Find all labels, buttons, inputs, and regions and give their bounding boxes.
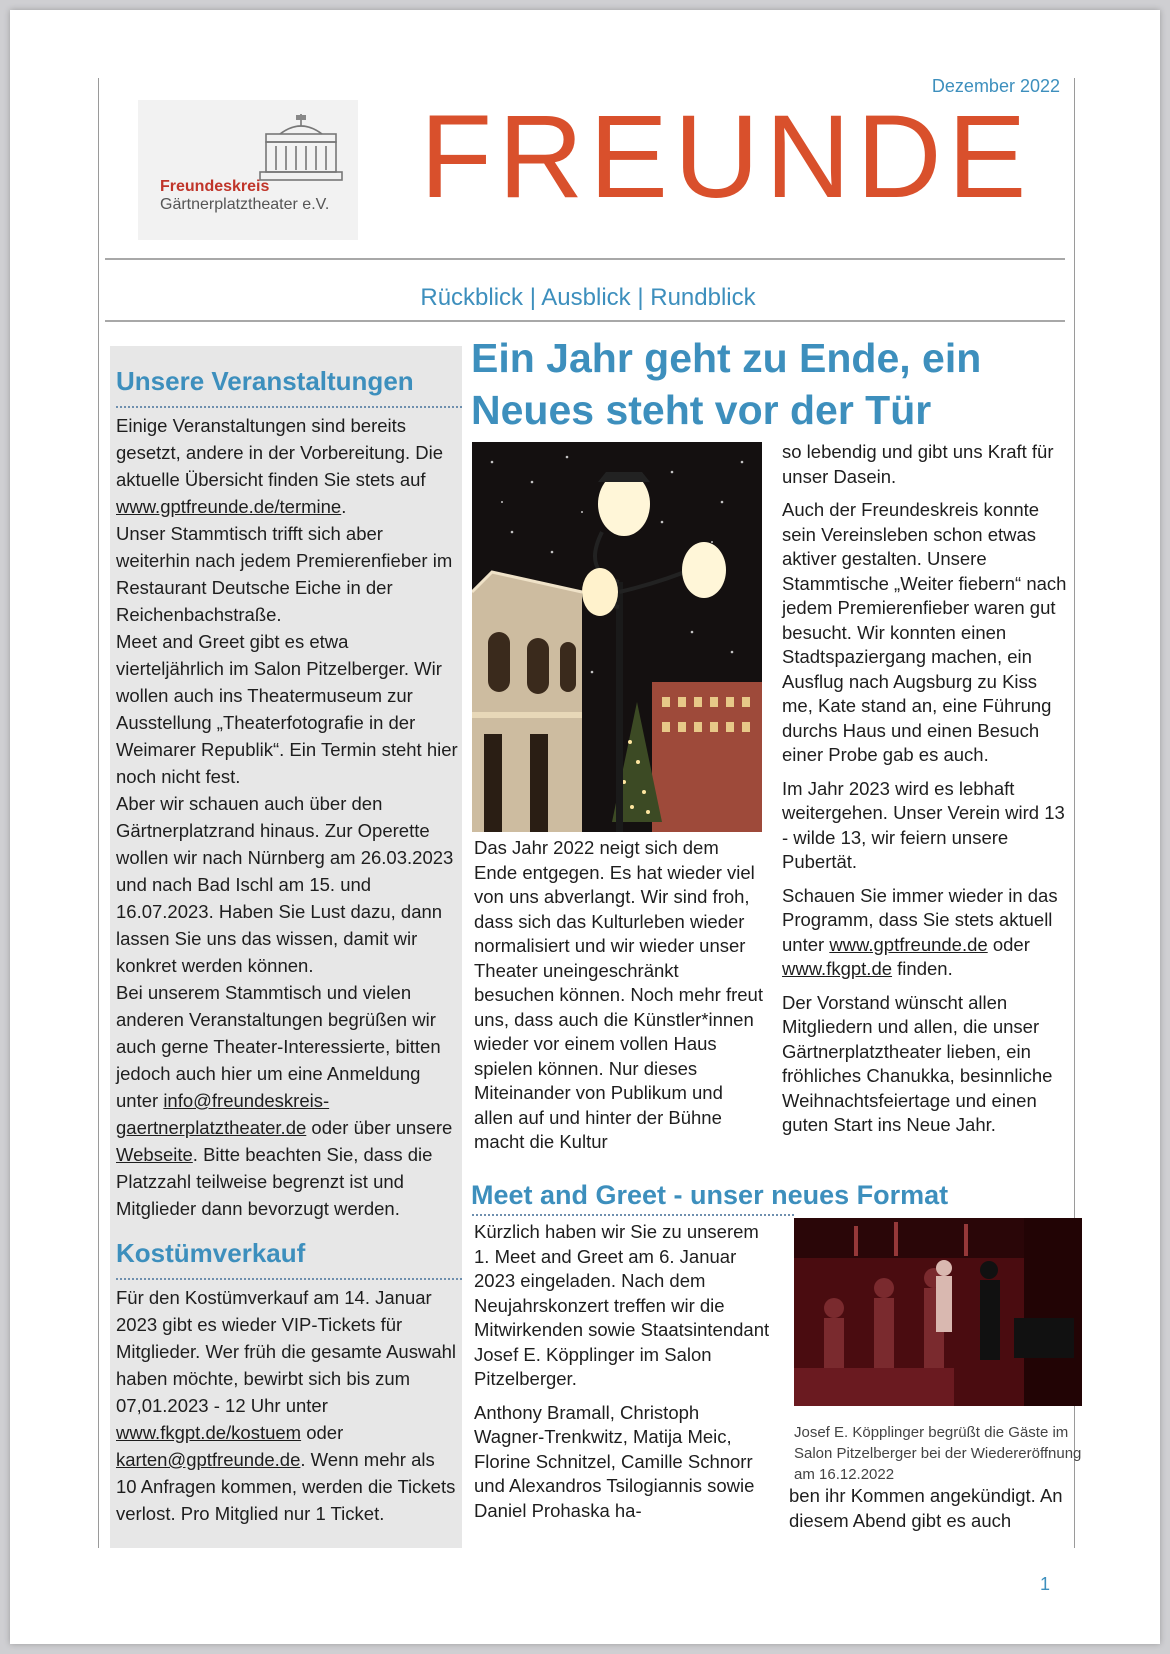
article-text-right xyxy=(782,440,1072,1147)
karten-email-link[interactable]: karten@gptfreunde.de xyxy=(116,1449,301,1470)
photo-caption: Josef E. Köpplinger begrüßt die Gäste im Salon Pitzelberger bei der Wiedereröffnung am 16.12.2022 xyxy=(794,1424,1082,1483)
newsletter-page xyxy=(10,10,1160,1644)
article-paragraph: Der Vorstand wünscht allen Mitgliedern und allen, die unser Gärtnerplatztheater lieben, ein fröhliches Chanukka, besinnliche Weihnachtsfeiertage und einen guten Start ins Neue Jahr. xyxy=(782,991,1053,1135)
section-title-costume-sale: Kostümverkauf xyxy=(116,1238,306,1268)
section-divider xyxy=(116,406,462,408)
events-paragraph-1: Einige Veranstaltungen sind bereits gesetzt, andere in der Vorbereitung. Die aktuelle Übersicht finden Sie stets auf www.gptfreunde.de/termine. xyxy=(116,415,444,517)
masthead-title: FREUNDE xyxy=(420,91,1033,223)
tagline: Rückblick | Ausblick | Rundblick xyxy=(420,284,756,311)
tagline-top-rule xyxy=(105,258,1065,260)
page-number: 1 xyxy=(1040,1574,1051,1594)
article2-text-left xyxy=(474,1220,774,1532)
article2-paragraph: Kürzlich haben wir Sie zu unserem 1. Meet and Greet am 6. Januar 2023 eingeladen. Nach dem Neujahrskonzert treffen wir die Mitwirkenden sowie Staatsintendant Josef E. Köpplinger im Salon Pitzelberger. xyxy=(474,1221,770,1389)
events-paragraph-2: Unser Stammtisch trifft sich aber weiterhin nach jedem Premierenfieber im Restaurant Deutsche Eiche in der Reichenbachstraße. xyxy=(116,523,453,625)
article2-text-right: ben ihr Kommen angekündigt. An diesem Abend gibt es auch xyxy=(789,1485,1063,1531)
article2-headline: Meet and Greet - unser neues Format xyxy=(471,1180,949,1210)
article2-divider xyxy=(472,1214,794,1216)
theater-building-icon xyxy=(258,112,344,188)
termine-link[interactable]: www.gptfreunde.de/termine xyxy=(116,496,342,517)
article-headline: Ein Jahr geht zu Ende, ein Neues steht vor der Tür xyxy=(471,335,982,433)
tagline-bottom-rule xyxy=(105,320,1065,322)
events-paragraph-4: Aber wir schauen auch über den Gärtnerplatzrand hinaus. Zur Operette wollen wir nach Nürnberg am 26.03.2023 und nach Bad Ischl am 15. und 16.07.2023. Haben Sie Lust dazu, dann lassen Sie uns das wissen, damit wir konkret werden können. xyxy=(116,793,454,976)
salon-event-photo xyxy=(794,1218,1082,1406)
article-text-left: Das Jahr 2022 neigt sich dem Ende entgegen. Es hat wieder viel von uns abverlangt. Wir sind froh, dass sich das Kulturleben wieder normalisiert und wir wieder unser Theater uneingeschränkt besuchen können. Noch mehr freut uns, dass auch die Künstler*innen wieder vor einem vollen Haus spielen können. Nur dieses Miteinander von Publikum und allen auf und hinter der Bühne macht die Kultur xyxy=(474,837,763,1152)
article-paragraph: so lebendig und gibt uns Kraft für unser Dasein. xyxy=(782,441,1054,487)
issue-date: Dezember 2022 xyxy=(931,76,1060,96)
events-paragraph-3: Meet and Greet gibt es etwa vierteljährlich im Salon Pitzelberger. Wir wollen auch ins Theatermuseum zur Ausstellung „Theaterfotografie in der Weimarer Republik“. Ein Termin steht hier noch nicht fest. xyxy=(116,631,458,787)
events-paragraph-5: Bei unserem Stammtisch und vielen anderen Veranstaltungen begrüßen wir auch gerne Theater-Interessierte, bitten jedoch auch hier um eine Anmeldung unter info@freundeskreis-gaertnerplatztheater.de oder über unsere Webseite. Bitte beachten Sie, dass die Platzzahl teilweise begrenzt ist und Mitglieder dann bevorzugt werden. xyxy=(116,982,453,1219)
article-paragraph: Auch der Freundeskreis konnte sein Vereinsleben schon etwas aktiver gestalten. Unsere Stammtische „Weiter fiebern“ nach jedem Premierenfieber waren gut besucht. Wir konnten einen Stadtspaziergang machen, ein Ausflug nach Augsburg zu Kiss me, Kate stand an, eine Führung durchs Haus und einen Besuch einer Probe gab es auch. xyxy=(782,499,1067,765)
section-title-events: Unsere Veranstaltungen xyxy=(116,366,414,396)
left-rule xyxy=(98,78,99,1548)
events-text xyxy=(116,412,460,1222)
sidebar xyxy=(110,346,462,1548)
article2-paragraph: Anthony Bramall, Christoph Wagner-Trenkwitz, Matija Meic, Florine Schnitzel, Camille Schnorr und Alexandros Tsilogiannis sowie Daniel Prohaska ha- xyxy=(474,1401,755,1521)
website-link[interactable]: Webseite xyxy=(116,1144,193,1165)
club-logo xyxy=(138,100,358,240)
logo-text-line2: Gärtnerplatztheater e.V. xyxy=(160,196,330,213)
fkgpt-link[interactable]: www.fkgpt.de xyxy=(782,958,893,979)
gptfreunde-link[interactable]: www.gptfreunde.de xyxy=(829,933,988,955)
section-divider xyxy=(116,1278,462,1280)
kostuem-link[interactable]: www.fkgpt.de/kostuem xyxy=(116,1422,302,1443)
info-email-link[interactable]: info@freundeskreis-gaertnerplatztheater.de xyxy=(116,1090,330,1138)
logo-text-line1: Freundeskreis xyxy=(160,178,270,195)
theater-night-photo xyxy=(472,442,762,832)
article-paragraph: Schauen Sie immer wieder in das Programm, dass Sie stets aktuell unter www.gptfreunde.de oder www.fkgpt.de finden. xyxy=(782,884,1058,979)
costume-sale-text: Für den Kostümverkauf am 14. Januar 2023 gibt es wieder VIP-Tickets für Mitglieder. Wer früh die gesamte Auswahl haben möchte, bewirbt sich bis zum 07,01.2023 - 12 Uhr unter www.fkgpt.de/kostuem oder karten@gptfreunde.de. Wenn mehr als 10 Anfragen kommen, werden die Tickets verlost. Pro Mitglied nur 1 Ticket. xyxy=(116,1287,457,1524)
article-paragraph: Im Jahr 2023 wird es lebhaft weitergehen. Unser Verein wird 13 - wilde 13, wir feiern unsere Pubertät. xyxy=(782,777,1065,872)
